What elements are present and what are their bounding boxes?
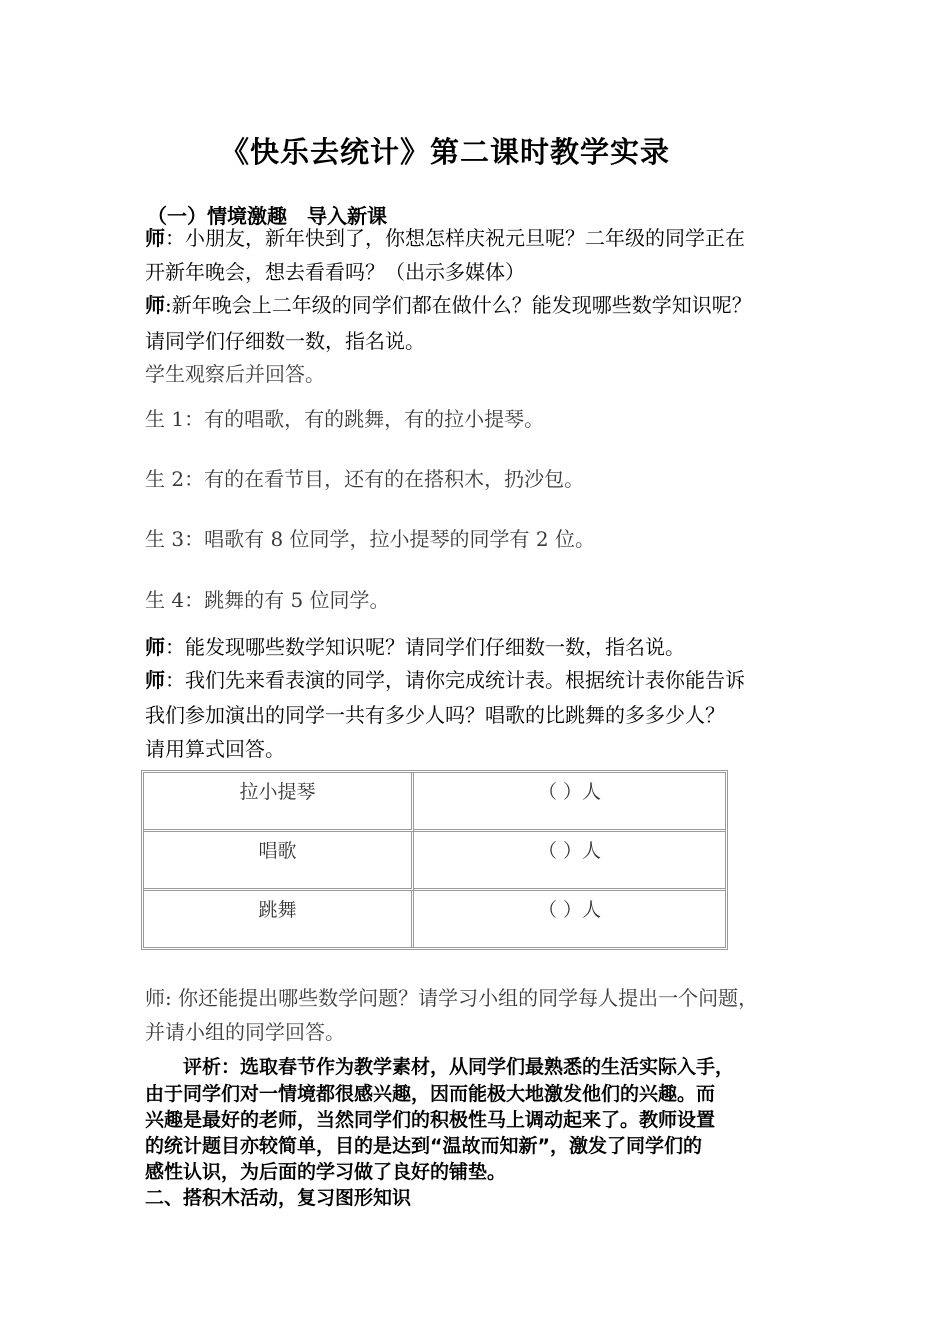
teacher-line-4b: 我们参加演出的同学一共有多少人吗？唱歌的比跳舞的多多少人？: [145, 703, 725, 727]
table-cell-item: 唱歌: [144, 832, 414, 891]
section-heading-2: 二、搭积木活动，复习图形知识: [145, 1187, 412, 1209]
speaker-label: 师: [145, 635, 165, 659]
teacher-line-4c: 请用算式回答。: [145, 737, 285, 761]
student-line-1: 生 1：有的唱歌，有的跳舞，有的拉小提琴。: [145, 407, 545, 431]
teacher-line-2a: [145, 291, 752, 319]
speaker-label: 师: [145, 668, 165, 692]
table-row: [144, 891, 725, 947]
table-cell-item: 跳舞: [144, 891, 414, 947]
line-text: ：我们先来看表演的同学，请你完成统计表。根据统计表你能告诉: [165, 668, 745, 692]
table-cell-count: （ ）人: [537, 899, 602, 921]
table-row: [144, 832, 725, 891]
teacher-line-1a: [145, 224, 745, 252]
evaluation-line-1: 评析：选取春节作为教学素材，从同学们最熟悉的生活实际入手，: [145, 1056, 735, 1078]
teacher-line-2b: 请同学们仔细数一数，指名说。: [145, 329, 425, 353]
table-row: [144, 773, 725, 832]
teacher-line-4a: [145, 666, 745, 694]
line-text: ：小朋友，新年快到了，你想怎样庆祝元旦呢？二年级的同学正在: [165, 226, 745, 250]
student-line-4: 生 4：跳舞的有 5 位同学。: [145, 588, 390, 612]
observe-line: 学生观察后并回答。: [145, 362, 325, 386]
teacher-line-3: [145, 633, 685, 661]
teacher-line-1b: 开新年晚会，想去看看吗？（出示多媒体）: [145, 260, 525, 284]
line-text: :新年晚会上二年级的同学们都在做什么？能发现哪些数学知识呢？: [165, 293, 752, 317]
line-text: ：能发现哪些数学知识呢？请同学们仔细数一数，指名说。: [165, 635, 685, 659]
page-title: 《快乐去统计》第二课时教学实录: [219, 135, 670, 169]
table-cell-count: （ ）人: [414, 832, 725, 891]
table-cell-count: （ ）人: [414, 773, 725, 832]
student-line-3: 生 3：唱歌有 8 位同学，拉小提琴的同学有 2 位。: [145, 527, 595, 551]
speaker-label: 师: [145, 293, 165, 317]
evaluation-line-4: 的统计题目亦较简单，目的是达到“温故而知新”，激发了同学们的: [145, 1135, 702, 1157]
statistics-table: [141, 770, 728, 950]
teacher-line-5b: 并请小组的同学回答。: [145, 1020, 345, 1044]
evaluation-line-5: 感性认识，为后面的学习做了良好的铺垫。: [145, 1161, 507, 1183]
speaker-label: 师: [145, 226, 165, 250]
section-heading-1: （一）情境激趣 导入新课: [147, 204, 387, 228]
teacher-line-5a: 师: 你还能提出哪些数学问题？请学习小组的同学每人提出一个问题，: [145, 986, 759, 1010]
table-cell-item: 拉小提琴: [144, 773, 414, 832]
evaluation-line-3: 兴趣是最好的老师，当然同学们的积极性马上调动起来了。教师设置: [145, 1109, 716, 1131]
evaluation-line-2: 由于同学们对一情境都很感兴趣，因而能极大地激发他们的兴趣。而: [145, 1083, 716, 1105]
student-line-2: 生 2：有的在看节目，还有的在搭积木，扔沙包。: [145, 467, 585, 491]
